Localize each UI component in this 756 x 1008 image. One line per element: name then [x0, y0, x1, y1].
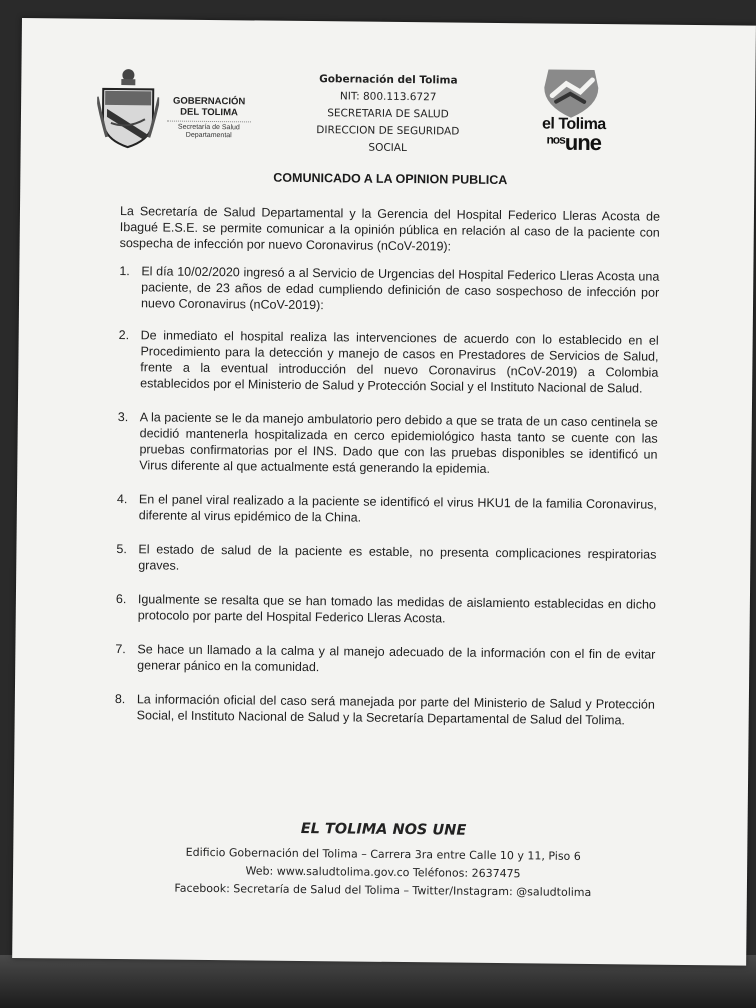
numbered-list — [115, 263, 660, 729]
list-item — [118, 327, 659, 397]
item-text: El estado de salud de la paciente es estable, no presenta complicaciones respiratorias graves. — [138, 542, 657, 573]
header-line: NIT: 800.113.6727 — [339, 90, 437, 104]
footer-web: Web: www.saludtolima.gov.co Teléfonos: 2637475 — [245, 864, 521, 881]
government-name-block — [161, 95, 257, 140]
list-item — [116, 591, 656, 629]
list-item — [115, 691, 655, 729]
item-number: 8. — [114, 692, 126, 707]
list-item — [119, 263, 659, 317]
item-text: De inmediato el hospital realiza las intervenciones de acuerdo con lo establecido en el Procedimiento para la detección y manejo de casos en Prestadores de Servicios de Salud, frente a la eventual introducción del nuevo Coronavirus (nCoV-2019) a Colombia establecidos por el Ministerio de Salud y Protección Social y el Instituto Nacional de Salud. — [140, 328, 659, 396]
list-item — [117, 491, 657, 529]
divider — [167, 121, 251, 123]
gov-name-line1: GOBERNACIÓN — [172, 95, 246, 108]
footer-slogan: EL TOLIMA NOS UNE — [300, 820, 467, 839]
gov-name-line2: DEL TOLIMA — [180, 106, 238, 119]
item-number: 3. — [117, 410, 129, 425]
item-text: La información oficial del caso será manejada por parte del Ministerio de Salud y Protección Social, el Instituto Nacional de Salud y la Secretaría Departamental de Salud del Tolima. — [136, 692, 655, 728]
item-number: 6. — [115, 592, 127, 607]
header-line: SECRETARIA DE SALUD — [327, 107, 449, 121]
item-text: Igualmente se resalta que se han tomado las medidas de aislamiento establecidas en dicho protocolo por parte del Hospital Federico Lleras Acosta. — [137, 592, 656, 626]
item-number: 1. — [119, 264, 130, 279]
item-text: Se hace un llamado a la calma y al manejo adecuado de la información con el fin de evitar generar pánico en la comunidad. — [137, 642, 656, 675]
item-number: 7. — [115, 642, 126, 657]
header-line: SOCIAL — [368, 141, 407, 155]
footer-address: Edificio Gobernación del Tolima – Carrera 3ra entre Calle 10 y 11, Piso 6 — [185, 845, 581, 863]
header-line: DIRECCION DE SEGURIDAD — [316, 124, 460, 138]
gov-sub-line2: Departamental — [185, 131, 232, 140]
coat-of-arms-icon — [97, 67, 160, 150]
item-text: El día 10/02/2020 ingresó a al Servicio de Urgencias del Hospital Federico Lleras Acosta una paciente, de 23 años de edad cumpliendo definición de caso sospechoso de infección por nuevo Coronavirus (nCoV-2019): — [140, 264, 660, 313]
item-number: 2. — [118, 328, 130, 343]
list-item — [115, 641, 655, 679]
logo-text-line2 — [529, 129, 619, 156]
item-text: A la paciente se le da manejo ambulatorio pero debido a que se trata de un caso centinela se decidió mantenerla hospitalizada en cerco epidemiológico hasta tanto se cuente con las pruebas confirmatorias por el INS. Dado que con las pruebas disponibles se identificó un Virus diferente al que actualmente está generando la epidemia. — [139, 410, 658, 476]
logo-text-small: nos — [546, 132, 565, 147]
logo-text-line1: el Tolima — [541, 115, 606, 134]
footer-social: Facebook: Secretaría de Salud del Tolima – Twitter/Instagram: @saludtolima — [174, 881, 592, 900]
logo-text-big: une — [564, 129, 602, 156]
item-number: 4. — [116, 492, 128, 507]
intro-paragraph: La Secretaría de Salud Departamental y la Gerencia del Hospital Federico Lleras Acosta de Ibagué E.S.E. se permite comunicar a la opinión pública en relación al caso de la paciente con sospecha de infección por nuevo Coronavirus (nCoV-2019): — [119, 204, 661, 254]
header-line: Gobernación del Tolima — [319, 73, 458, 87]
document-title: COMUNICADO A LA OPINION PUBLICA — [273, 170, 508, 188]
list-item — [116, 541, 656, 579]
gov-sub-line1: Secretaría de Salud — [177, 123, 240, 132]
document-page — [12, 18, 756, 966]
footer — [113, 819, 654, 903]
item-text: En el panel viral realizado a la paciente se identificó el virus HKU1 de la familia Coronavirus, diferente al virus epidémico de la China. — [138, 492, 658, 525]
list-item — [117, 409, 658, 479]
item-number: 5. — [116, 542, 127, 557]
header-center-block — [293, 71, 484, 158]
